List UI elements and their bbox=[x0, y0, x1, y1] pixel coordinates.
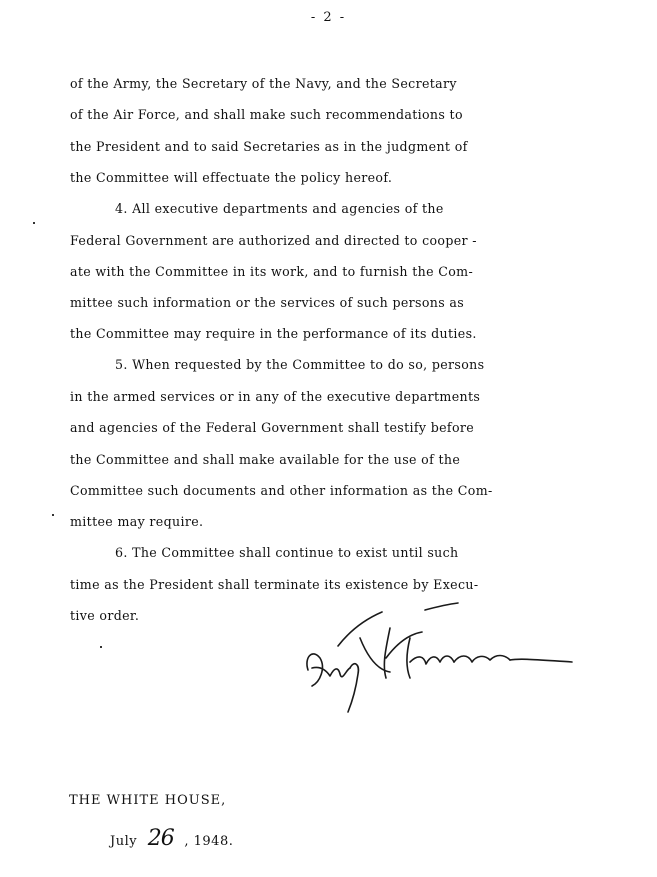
body-line: time as the President shall terminate its existence by Execu- bbox=[70, 577, 479, 592]
paragraph-5-start: 5. When requested by the Committee to do so, persons bbox=[115, 357, 485, 372]
body-line: of the Air Force, and shall make such recommendations to bbox=[70, 107, 463, 122]
body-line: of the Army, the Secretary of the Navy, and the Secretary bbox=[70, 76, 457, 91]
body-line: in the armed services or in any of the executive departments bbox=[70, 389, 481, 404]
body-line: tive order. bbox=[70, 608, 140, 623]
scan-speck bbox=[33, 222, 35, 224]
page-number: - 2 - bbox=[310, 10, 347, 25]
body-line: the Committee and shall make available for the use of the bbox=[70, 452, 461, 467]
body-line: mittee such information or the services of such persons as bbox=[70, 295, 465, 310]
body-line: ate with the Committee in its work, and to furnish the Com- bbox=[70, 264, 474, 279]
body-line: the Committee may require in the performance of its duties. bbox=[70, 326, 477, 341]
body-line: and agencies of the Federal Government shall testify before bbox=[70, 420, 475, 435]
body-line: mittee may require. bbox=[70, 514, 204, 529]
paragraph-6-start: 6. The Committee shall continue to exist until such bbox=[115, 545, 459, 560]
body-line: Committee such documents and other information as the Com- bbox=[70, 483, 493, 498]
closing-line: THE WHITE HOUSE, bbox=[69, 793, 227, 808]
body-line: the Committee will effectuate the policy hereof. bbox=[70, 170, 393, 185]
paragraph-4-start: 4. All executive departments and agencies of the bbox=[115, 201, 444, 216]
scan-speck bbox=[100, 646, 102, 648]
body-line: Federal Government are authorized and directed to cooper - bbox=[70, 233, 477, 248]
date-month: July bbox=[110, 834, 138, 849]
date-year: , 1948. bbox=[184, 834, 234, 849]
date-line bbox=[110, 826, 233, 851]
body-line: the President and to said Secretaries as in the judgment of bbox=[70, 139, 468, 154]
date-day-handwritten: 26 bbox=[147, 826, 174, 851]
signature bbox=[290, 598, 590, 718]
scan-speck bbox=[52, 514, 54, 516]
